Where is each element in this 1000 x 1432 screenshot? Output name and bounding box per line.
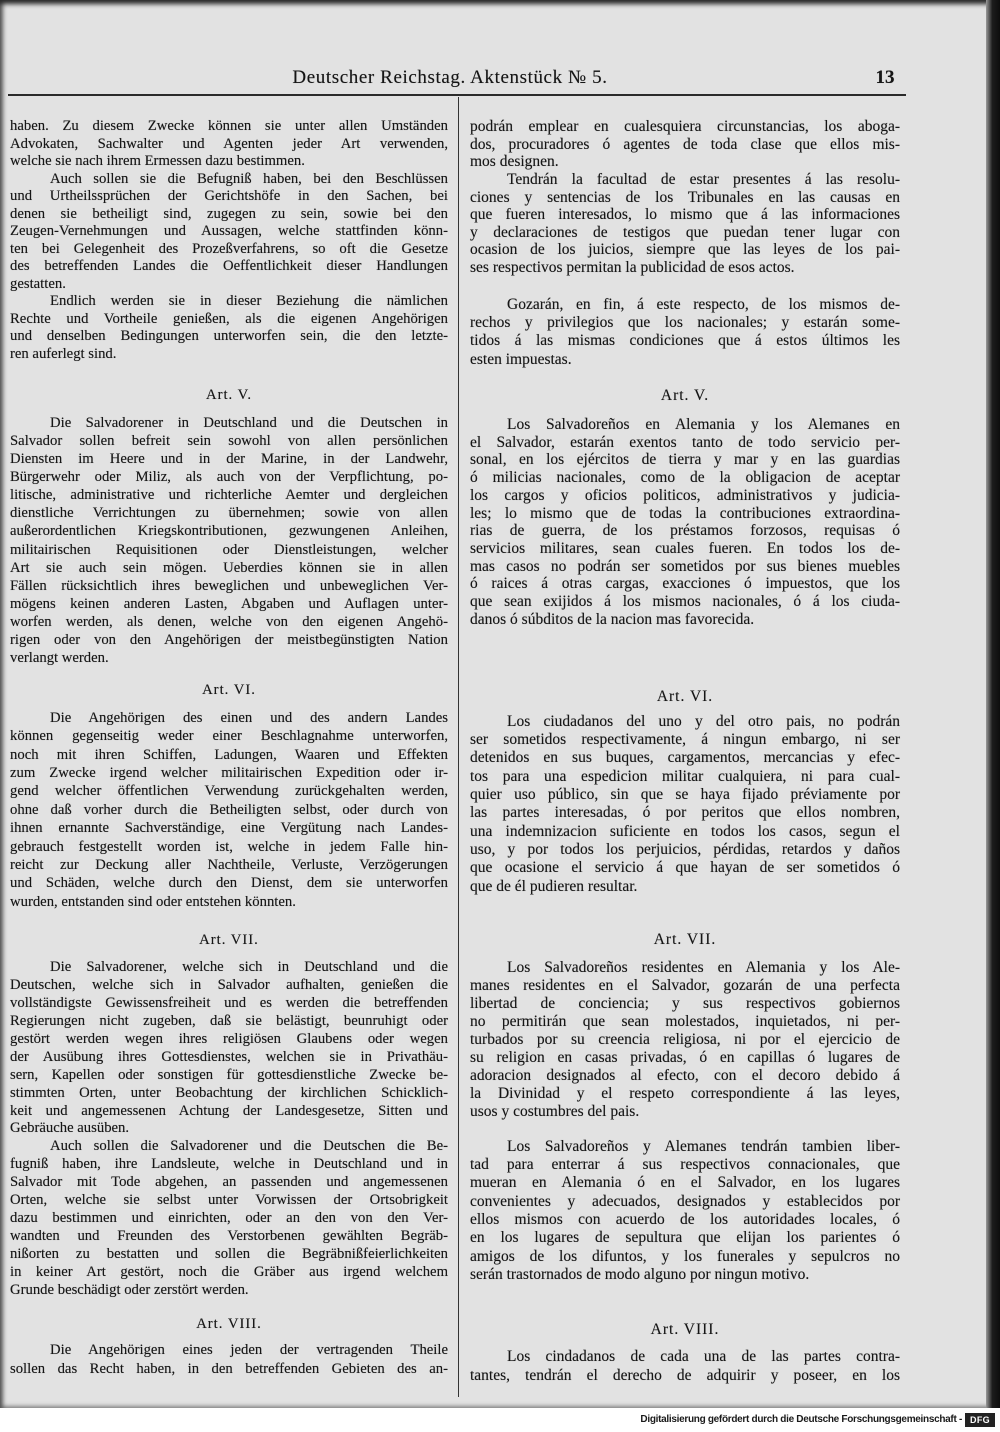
paragraph <box>10 118 448 363</box>
text-line: turbados por su creencia religiosa, ni por el ejercicio de <box>470 1031 900 1048</box>
scan-edge <box>986 0 1000 1408</box>
text-line: serán trastornados de modo alguno por ningun motivo. <box>470 1265 810 1283</box>
text-line: y declaraciones de testigos que puedan tener lugar con <box>470 223 900 241</box>
text-line: tidos á las mismas condiciones que á estos últimos les <box>470 332 900 350</box>
text-line: vollständigste Gewissensfreiheit und es werden die betreffenden <box>10 994 448 1011</box>
text-line: des betreffenden Landes die Oeffentlichkeit dieser Handlungen <box>10 258 448 275</box>
text-line: esten impuestas. <box>470 350 572 368</box>
text-line: servicios militares, sean cuales fueren. En todos los de- <box>470 540 900 558</box>
paragraph <box>470 1138 900 1284</box>
german-column <box>10 0 448 1408</box>
text-line: danos ó súbditos de la nacion mas favorecida. <box>470 610 755 628</box>
column-divider <box>458 97 459 1397</box>
text-line: zum Zwecke irgend welcher militairischen Expedition oder ir- <box>10 764 448 781</box>
text-line: gestatten. <box>10 275 66 292</box>
text-line: gestört werden wegen ihres religiösen Glaubens oder wegen <box>10 1030 448 1047</box>
paragraph <box>10 414 448 667</box>
text-line: una indemnizacion suficiente en todos los casos, segun el <box>470 822 900 840</box>
text-line: Endlich werden sie in dieser Beziehung die nämlichen <box>50 293 448 310</box>
text-line: convenientes y adecuados, designados y establecidos por <box>470 1192 900 1210</box>
text-line: su religion en casas privadas, ó en capillas ó lugares de <box>470 1049 900 1066</box>
text-line: las partes interesadas, ó por peritos que ellos nombren, <box>470 804 900 822</box>
text-line: que ocasione el servicio á que hayan de ser sometidos ó <box>470 859 900 877</box>
text-line: tantes, tendrán el derecho de adquirir y poseer, en los <box>470 1366 900 1384</box>
text-line: ellos mismos con acuerdo de los autoridades locales, ó <box>470 1211 900 1229</box>
text-line: Orten, welche sie selbst unter Vorwissen der Ortsobrigkeit <box>10 1192 448 1209</box>
footer-bar <box>0 1408 1000 1432</box>
text-line: el Salvador, estarán exentos tanto de todo servicio per- <box>470 433 900 451</box>
paragraph <box>470 118 900 276</box>
text-line: dienstliche Verrichtungen zu übernehmen; sowie von allen <box>10 505 448 522</box>
text-line: Auch sollen die Salvadorener und die Deutschen die Be- <box>50 1138 448 1155</box>
text-line: Tendrán la facultad de estar presentes á las resolu- <box>507 170 900 188</box>
text-line: wurden, entstanden sind oder entstehen könnten. <box>10 893 296 910</box>
text-line: Fällen rücksichtlich ihres beweglichen und unbeweglichen Ver- <box>10 577 448 594</box>
text-line: quier uso público, sin que se haya fijado préviamente por <box>470 786 900 804</box>
text-line: ocasion de los juicios, siempre que las leyes de los pai- <box>470 241 900 259</box>
text-line: Diensten im Heere und in der Marine, in der Landwehr, <box>10 451 448 468</box>
text-line: Grunde beschädigt oder zerstört werden. <box>10 1281 249 1298</box>
text-line: ihnen ernannte Sachverständige, eine Vergütung nach Landes- <box>10 820 448 837</box>
spanish-column <box>470 0 900 1408</box>
text-line: worfen werden, als denen, welche von den eigenen Angehö- <box>10 613 448 630</box>
text-line: mas casos no podrán ser sometidos por sus bienes muebles <box>470 557 900 575</box>
text-line: haben. Zu diesem Zwecke können sie unter allen Umständen <box>10 118 448 134</box>
text-line: Die Angehörigen des einen und des andern Landes <box>50 709 448 726</box>
article-heading: Art. V. <box>660 387 710 404</box>
text-line: Regierungen nicht zugeben, daß sie belästigt, beunruhigt oder <box>10 1012 448 1029</box>
paragraph <box>470 1347 900 1385</box>
text-line: sonal, en los ejércitos de tierra y mar y en las guardias <box>470 451 900 469</box>
paragraph <box>470 296 900 369</box>
text-line: mueran en Alemania ó en el Salvador, en los lugares <box>470 1174 900 1192</box>
text-line: tos para una espedicion militar cualquiera, ni para cual- <box>470 767 900 785</box>
text-line: dos, procuradores ó agentes de toda clase que ellos mis- <box>470 135 900 153</box>
article-heading: Art. VIII. <box>196 1316 262 1332</box>
text-line: en los lugares de sepultura que elijan los parientes ó <box>470 1229 900 1247</box>
paragraph <box>470 713 900 896</box>
article-heading: Art. VI. <box>656 688 714 705</box>
text-line: und Urtheilssprüchen der Gerichtshöfe in den Sachen, bei <box>10 188 448 205</box>
text-line: keit und angemessenen Achtung der Landesgesetze, Sitten und <box>10 1102 448 1119</box>
article-heading: Art. VII. <box>199 932 259 948</box>
text-line: welche sie nach ihrem Ermessen dazu bestimmen. <box>10 153 305 170</box>
text-line: los cargos y oficios politicos, administrativos y judicia- <box>470 486 900 504</box>
text-line: gebrauch festgestellt worden ist, welche in jedem Falle hin- <box>10 838 448 855</box>
text-line: Los ciudadanos del uno y del otro pais, no podrán <box>507 712 900 730</box>
text-line: dazu bestimmen und einrichten, oder an den von den Ver- <box>10 1210 448 1227</box>
footer-credit: Digitalisierung gefördert durch die Deutsche Forschungsgemeinschaft - <box>640 1414 962 1425</box>
text-line: no permitirán que sean molestados, inquietados, ni per- <box>470 1013 900 1030</box>
text-line: tad para enterrar á sus respectivos connacionales, que <box>470 1156 900 1174</box>
article-heading: Art. VI. <box>202 682 256 698</box>
text-line: rechos y privilegios que los nacionales; y estarán some- <box>470 314 900 332</box>
text-line: mögens keinen anderen Lasten, Abgaben und Auflagen unter- <box>10 595 448 612</box>
text-line: in keiner Art gestört, noch die Gräber aus irgend welchem <box>10 1263 448 1280</box>
text-line: außerordentlichen Kriegskontributionen, gezwungenen Anleihen, <box>10 523 448 540</box>
text-line: sollen das Recht haben, in den betreffenden Gebieten des an- <box>10 1360 448 1377</box>
text-line: ciones y sentencias de los Tribunales en las causas en <box>470 188 900 206</box>
text-line: ses respectivos permitan la publicidad de esos actos. <box>470 258 795 276</box>
text-line: verlangt werden. <box>10 650 109 667</box>
text-line: Art sie auch sein mögen. Ueberdies können sie in allen <box>10 559 448 576</box>
running-title: Deutscher Reichstag. Aktenstück № 5. <box>292 67 608 88</box>
text-line: ó milicias nacionales, como de la obligacion de aceptar <box>470 469 900 487</box>
text-line: litische, administrative und richterliche Aemter und dergleichen <box>10 487 448 504</box>
text-line: der Ausübung ihres Gottesdienstes, welchen sie in Privathäu- <box>10 1048 448 1065</box>
text-line: les; lo mismo que de todas la contribuciones extraordina- <box>470 504 900 522</box>
text-line: rias de guerra, de los préstamos forzosos, requisas ó <box>470 522 900 540</box>
text-line: que sean exijidos á los mismos nacionales, ó á los ciuda- <box>470 593 900 611</box>
text-line: detenidos en sus buques, cargamentos, mercancias y efec- <box>470 749 900 767</box>
paragraph <box>10 959 448 1300</box>
text-line: fugniß haben, ihre Landsleute, welche in Deutschland und in <box>10 1156 448 1173</box>
text-line: reicht zur Deckung aller Nachtheile, Verluste, Verzögerungen <box>10 856 448 873</box>
text-line: Zeugen-Vernehmungen und Aussagen, welche stattfinden könn- <box>10 223 448 240</box>
text-line: ren auferlegt sind. <box>10 345 117 362</box>
text-line: Rechte und Vortheile genießen, als die eigenen Angehörigen <box>10 310 448 327</box>
text-line: ó raices á otras cargas, exacciones ó impuestos, que los <box>470 575 900 593</box>
paragraph <box>10 709 448 911</box>
page-number: 13 <box>875 67 895 88</box>
text-line: Bürgerwehr oder Miliz, als auch von der Verpflichtung, po- <box>10 469 448 486</box>
text-line: Los cindadanos de cada una de las partes contra- <box>507 1347 900 1365</box>
text-line: adoracion designados al efecto, con el decoro debido á <box>470 1067 900 1084</box>
text-line: podrán emplear en cualesquiera circunstancias, los aboga- <box>470 118 900 136</box>
text-line: libertad de conciencia; y sus respectivos gobiernos <box>470 995 900 1012</box>
text-line: nißorten zu bestatten und sollen die Begräbnißfeierlichkeiten <box>10 1246 448 1262</box>
dfg-logo: DFG <box>965 1413 995 1427</box>
text-line: und denselben Bedingungen unterworfen sein, die den letzte- <box>10 328 448 345</box>
text-line: Deutschen, welche sich in Salvador aufhalten, genießen die <box>10 976 448 993</box>
text-line: stimmten Orten, unter Beobachtung der kirchlichen Schicklich- <box>10 1084 448 1101</box>
text-line: ohne daß vorher durch die Betheiligten selbst, oder durch von <box>10 801 448 818</box>
text-line: Die Angehörigen eines jeden der vertragenden Theile <box>50 1341 448 1358</box>
article-heading: Art. VII. <box>653 931 717 948</box>
article-heading: Art. V. <box>205 387 253 403</box>
text-line: ser sometidos respectivamente, á ningun embargo, ni ser <box>470 731 900 749</box>
text-line: Los Salvadoreños y Alemanes tendrán tambien liber- <box>507 1137 900 1155</box>
text-line: que de él pudieren resultar. <box>470 877 638 895</box>
text-line: Salvador sollen befreit sein sowohl von allen persönlichen <box>10 433 448 450</box>
text-line: Los Salvadoreños en Alemania y los Alemanes en <box>507 416 900 433</box>
text-line: Gebräuche ausüben. <box>10 1120 130 1137</box>
text-line: Die Salvadorener in Deutschland und die Deutschen in <box>50 415 448 431</box>
text-line: noch mit ihren Schiffen, Ladungen, Waaren und Effekten <box>10 746 448 763</box>
text-line: amigos de los difuntos, y los funerales y sepulcros no <box>470 1247 900 1265</box>
text-line: denen sie betheiligt sind, zugegen zu sein, sowie bei den <box>10 205 448 222</box>
text-line: sern, Kapellen oder sonstigen für gottesdienstliche Zwecke be- <box>10 1066 448 1083</box>
text-line: Die Salvadorener, welche sich in Deutschland und die <box>50 959 448 975</box>
text-line: Salvador mit Tode abgehen, an passenden und angemessenen <box>10 1174 448 1191</box>
text-line: können gegenseitig weder einer Beschlagnahme unterworfen, <box>10 728 448 745</box>
text-line: que fueren interesados, lo mismo que á las informaciones <box>470 206 900 224</box>
paragraph <box>470 959 900 1121</box>
text-line: und Schäden, welche durch den Dienst, dem sie unterworfen <box>10 875 448 892</box>
paragraph <box>470 416 900 629</box>
article-heading: Art. VIII. <box>650 1321 720 1338</box>
text-line: Auch sollen sie die Befugniß haben, bei den Beschlüssen <box>50 170 448 187</box>
text-line: rigen oder von den Angehörigen der meistbegünstigten Nation <box>10 631 448 648</box>
text-line: Advokaten, Sachwalter und Agenten jeder Art verwenden, <box>10 135 448 152</box>
text-line: militairischen Requisitionen oder Dienstleistungen, welcher <box>10 541 448 558</box>
text-line: Gozarán, en fin, á este respecto, de los mismos de- <box>507 295 900 313</box>
text-line: la Divinidad y el respeto correspondiente á las leyes, <box>470 1085 900 1102</box>
text-line: uso, y por todos los perjuicios, pérdidas, retardos y daños <box>470 841 900 859</box>
text-line: mos designen. <box>470 153 559 171</box>
text-line: manes residentes en el Salvador, gozarán de una perfecta <box>470 977 900 994</box>
text-line: ten bei Gelegenheit des Prozeßverfahrens, so oft die Gesetze <box>10 240 448 257</box>
text-line: usos y costumbres del pais. <box>470 1103 640 1120</box>
text-line: wandten und Freunden des Verstorbenen gewählten Begräb- <box>10 1228 448 1245</box>
paragraph <box>10 1341 448 1379</box>
text-line: gend welcher öffentlichen Verwendung zurückgehalten werden, <box>10 783 448 800</box>
text-line: Los Salvadoreños residentes en Alemania y los Ale- <box>507 959 900 976</box>
